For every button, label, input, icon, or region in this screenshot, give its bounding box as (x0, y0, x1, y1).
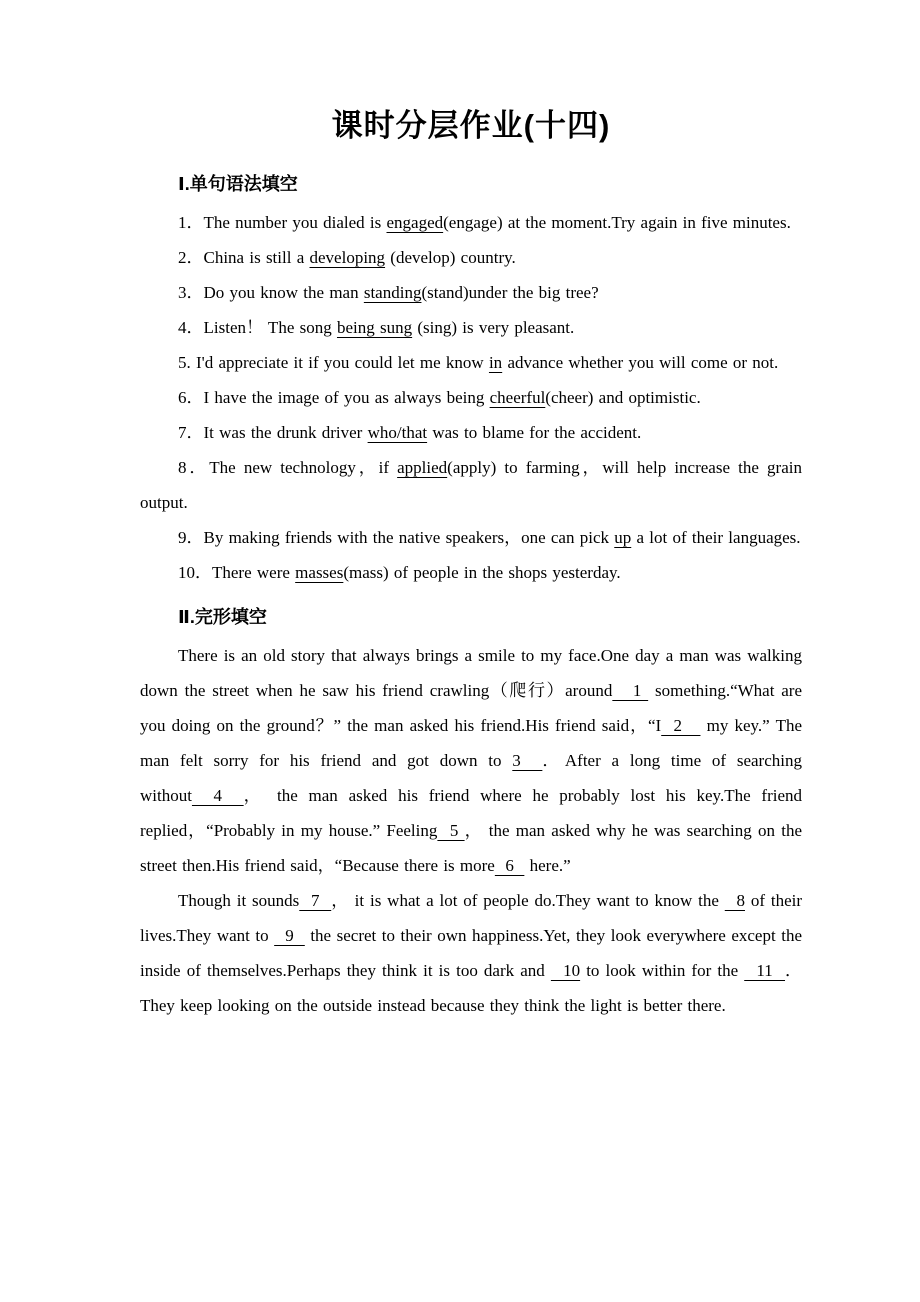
text-segment: something.“What are you doing on the ground？” the man asked his friend.His friend said，“I (140, 681, 803, 735)
underlined-answer: engaged (386, 213, 444, 232)
underlined-answer: up (614, 528, 632, 547)
underlined-answer: cheerful (489, 388, 546, 407)
text-segment: (cheer) and optimistic. (545, 388, 701, 407)
exercise-item-10 (140, 555, 802, 590)
underlined-answer: 9 (274, 926, 305, 945)
text-segment: 5. I'd appreciate it if you could let me know (178, 353, 489, 372)
text-segment: Though it sounds (178, 891, 300, 910)
text-segment: 6．I have the image of you as always being (178, 388, 490, 407)
exercise-item-4 (140, 310, 802, 345)
cloze-paragraph-1 (140, 638, 802, 883)
underlined-answer: 2 (661, 716, 701, 735)
text-segment: 10．There were (178, 563, 296, 582)
text-segment: There is an old story that always brings a smile to my face.One day a man was walking down the street when he saw his friend crawling（爬行）around (140, 646, 802, 700)
underlined-answer: 4 (191, 786, 244, 805)
text-segment: ， it is what a lot of people do.They want to know the (331, 891, 725, 910)
underlined-answer: 11 (744, 961, 786, 980)
text-segment: to look within for the (580, 961, 745, 980)
text-segment: 3．Do you know the man (178, 283, 364, 302)
text-segment: (sing) is very pleasant. (412, 318, 575, 337)
exercise-item-5 (140, 345, 802, 380)
text-segment: was to blame for the accident. (427, 423, 642, 442)
exercise-item-1 (140, 205, 802, 240)
underlined-answer: who/that (367, 423, 428, 442)
exercise-item-8 (140, 450, 802, 520)
text-segment: ， the man asked his friend where he probably lost his key.The friend replied，“Probably in my house.” Feeling (140, 786, 803, 840)
text-segment: ．After a long time of searching without (140, 751, 802, 805)
underlined-answer: 8 (724, 891, 745, 910)
exercise-item-2 (140, 240, 802, 275)
section1-heading: Ⅰ.单句语法填空 (178, 174, 298, 194)
text-segment: (stand)under the big tree? (421, 283, 599, 302)
text-segment: (mass) of people in the shops yesterday. (343, 563, 621, 582)
text-segment: here.” (524, 856, 571, 875)
text-segment: my key.” The man felt sorry for his friend and got down to (140, 716, 803, 770)
section2-heading: Ⅱ.完形填空 (178, 607, 267, 627)
text-segment: ．They keep looking on the outside instead because they think the light is better there. (140, 961, 803, 1015)
underlined-answer: 1 (612, 681, 649, 700)
text-segment: (engage) at the moment.Try again in five minutes. (443, 213, 791, 232)
text-segment: ， the man asked why he was searching on the street then.His friend said，“Because there is more (140, 821, 802, 875)
text-segment: (develop) country. (385, 248, 516, 267)
text-segment: 8．The new technology，if (178, 458, 398, 477)
underlined-answer: developing (309, 248, 386, 267)
underlined-answer: in (488, 353, 503, 372)
text-segment: 9．By making friends with the native speakers，one can pick (178, 528, 615, 547)
exercise-item-6 (140, 380, 802, 415)
underlined-answer: 7 (299, 891, 332, 910)
text-segment: 2．China is still a (178, 248, 310, 267)
exercise-item-9 (140, 520, 802, 555)
underlined-answer: being sung (336, 318, 413, 337)
exercise-item-3 (140, 275, 802, 310)
text-segment: the secret to their own happiness.Yet, they look everywhere except the inside of themselves.Perhaps they think it is too dark and (140, 926, 802, 980)
underlined-answer: 6 (494, 856, 525, 875)
text-segment: of their lives.They want to (140, 891, 803, 945)
text-segment: advance whether you will come or not. (502, 353, 779, 372)
underlined-answer: masses (295, 563, 344, 582)
cloze-paragraph-2 (140, 883, 802, 1023)
underlined-answer: 3 (512, 751, 543, 770)
text-segment: 1．The number you dialed is (178, 213, 387, 232)
text-segment: a lot of their languages. (631, 528, 801, 547)
underlined-answer: 5 (437, 821, 465, 840)
underlined-answer: standing (363, 283, 422, 302)
text-segment: (apply) to farming，will help increase the grain output. (140, 458, 802, 512)
text-segment: 7．It was the drunk driver (178, 423, 368, 442)
exercise-item-7 (140, 415, 802, 450)
text-segment: 4．Listen！ The song (178, 318, 337, 337)
page-title: 课时分层作业(十四) (331, 108, 611, 143)
underlined-answer: 10 (550, 961, 581, 980)
underlined-answer: applied (397, 458, 448, 477)
